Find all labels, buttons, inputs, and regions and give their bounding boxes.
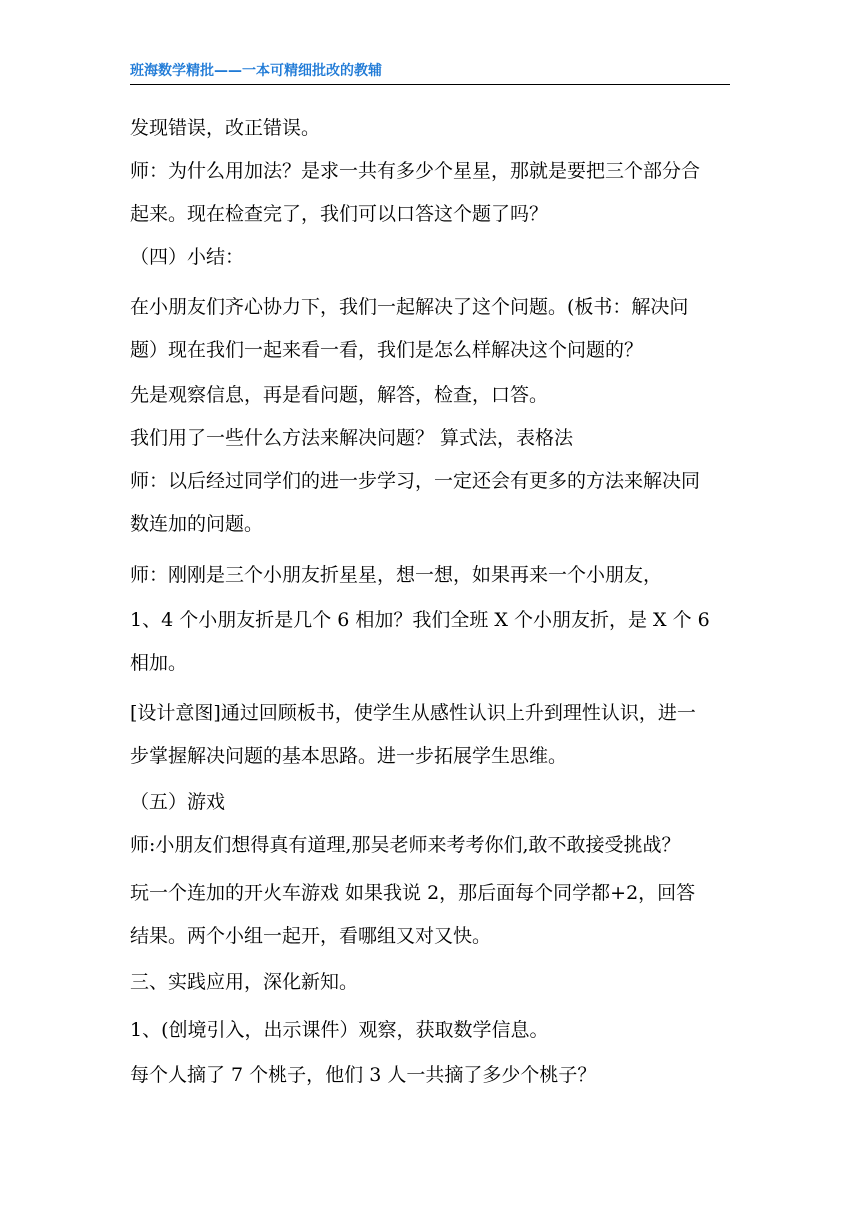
text-line: 每个人摘了 7 个桃子，他们 3 人一共摘了多少个桃子？ — [130, 1064, 597, 1086]
text-line: 玩一个连加的开火车游戏 如果我说 2，那后面每个同学都+2，回答 — [130, 882, 696, 904]
design-intent: [设计意图]通过回顾板书，使学生从感性认识上升到理性认识，进一 — [130, 702, 696, 724]
text-line: 师：为什么用加法？是求一共有多少个星星，那就是要把三个部分合 — [130, 160, 701, 182]
section-heading: （四）小结： — [130, 246, 245, 268]
text-line: 题）现在我们一起来看一看，我们是怎么样解决这个问题的？ — [130, 339, 644, 361]
text-line: 师:小朋友们想得真有道理,那吴老师来考考你们,敢不敢接受挑战？ — [130, 834, 681, 856]
section-heading: 三、实践应用，深化新知。 — [130, 971, 359, 993]
text-line: 在小朋友们齐心协力下，我们一起解决了这个问题。(板书：解决问 — [130, 296, 689, 318]
text-line: 师：以后经过同学们的进一步学习，一定还会有更多的方法来解决同 — [130, 470, 701, 492]
text-line: 结果。两个小组一起开，看哪组又对又快。 — [130, 925, 492, 947]
text-line: 发现错误，改正错误。 — [130, 117, 321, 139]
text-line: 起来。现在检查完了，我们可以口答这个题了吗？ — [130, 203, 549, 225]
text-line: 师：刚刚是三个小朋友折星星，想一想，如果再来一个小朋友， — [130, 564, 663, 586]
page-header — [130, 62, 730, 85]
text-line: 我们用了一些什么方法来解决问题？ 算式法，表格法 — [130, 427, 574, 449]
text-line: 相加。 — [130, 652, 188, 674]
text-line: 1、(创境引入，出示课件）观察，获取数学信息。 — [130, 1019, 549, 1041]
text-line: 1、4 个小朋友折是几个 6 相加？我们全班 X 个小朋友折，是 X 个 6 — [130, 609, 710, 631]
design-intent: 步掌握解决问题的基本思路。进一步拓展学生思维。 — [130, 745, 568, 767]
text-line: 数连加的问题。 — [130, 513, 264, 535]
text-line: 先是观察信息，再是看问题，解答，检查，口答。 — [130, 384, 549, 406]
section-heading: （五）游戏 — [130, 791, 226, 813]
header-title: 班海数学精批——一本可精细批改的教辅 — [130, 63, 382, 79]
